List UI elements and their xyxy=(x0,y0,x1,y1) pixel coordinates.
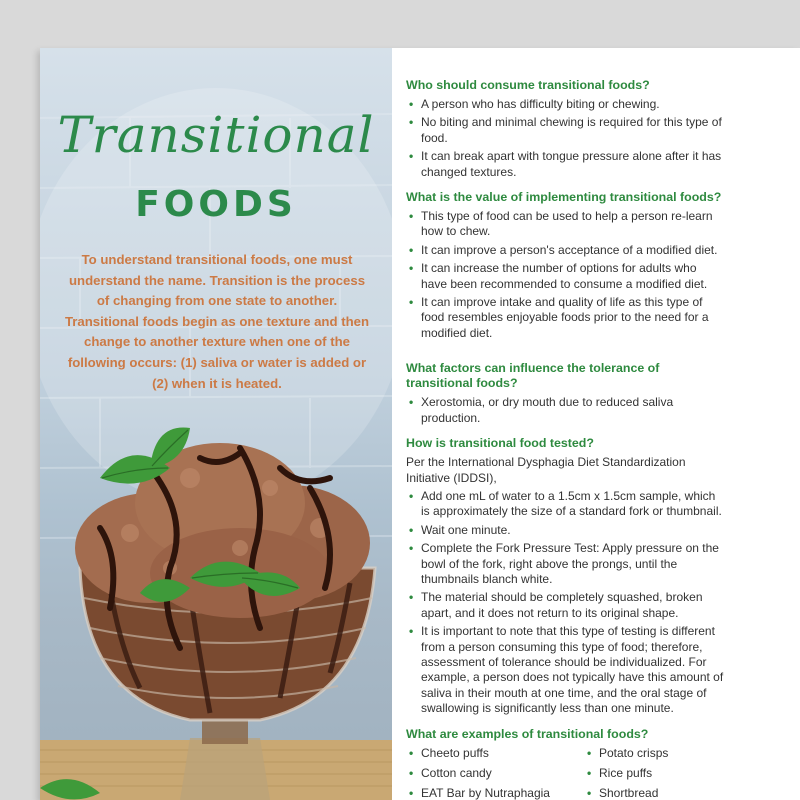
examples-list-2 xyxy=(584,746,668,800)
list-item: • Xerostomia, or dry mouth due to reduced saliva production. xyxy=(409,395,674,425)
title-block: FOODS xyxy=(135,184,297,225)
bullet-icon: • xyxy=(409,209,414,224)
bullet-icon: • xyxy=(409,541,414,556)
section-heading: What factors can influence the tolerance of transitional foods? xyxy=(406,361,660,391)
list-item: • EAT Bar by Nutraphagia xyxy=(409,785,550,800)
bullet-icon: • xyxy=(409,488,414,503)
list-item: • It is important to note that this type of testing is different from a person consuming this type of food; therefore, assessment of tolerance should be individualized. For example, a person does not typically have this amount of saliva in their mouth at one time, and the oral stage of swallowing is significantly less than one minute. xyxy=(409,624,724,716)
bullet-icon: • xyxy=(587,785,592,800)
bullet-icon: • xyxy=(409,522,414,537)
section-heading: How is transitional food tested? xyxy=(406,436,594,451)
examples-list-1 xyxy=(406,746,584,800)
list-item: • Wait one minute. xyxy=(409,522,511,537)
list-item: • It can improve a person's acceptance of a modified diet. xyxy=(409,242,718,257)
bullet-icon: • xyxy=(409,242,414,257)
list-item: • It can increase the number of options for adults who have been recommended to consume a modified diet. xyxy=(409,261,708,291)
list-item: • Cheeto puffs xyxy=(409,745,489,760)
bullet-list xyxy=(406,97,724,180)
bullet-icon: • xyxy=(409,785,414,800)
list-item: • The material should be completely squashed, broken apart, and it does not return to its original shape. xyxy=(409,590,703,620)
list-item: • Shortbread xyxy=(587,785,659,800)
bullet-list xyxy=(406,489,724,717)
section-examples xyxy=(406,727,724,800)
bullet-list xyxy=(406,395,724,426)
bullet-icon: • xyxy=(409,624,414,639)
bullet-icon: • xyxy=(409,395,414,410)
section-heading: What are examples of transitional foods? xyxy=(406,726,649,741)
list-item: • A person who has difficulty biting or chewing. xyxy=(409,97,660,111)
list-item: • Complete the Fork Pressure Test: Apply pressure on the bowl of the fork, right above the prongs, until the thumbnails blanch white. xyxy=(409,541,719,586)
bullet-icon: • xyxy=(409,590,414,605)
handout-sheet xyxy=(40,48,800,800)
bullet-icon: • xyxy=(409,115,414,130)
list-item: • This type of food can be used to help a person re-learn how to chew. xyxy=(409,209,713,239)
list-item: • No biting and minimal chewing is required for this type of food. xyxy=(409,115,722,145)
list-item: • Rice puffs xyxy=(587,765,653,780)
list-item: • Add one mL of water to a 1.5cm x 1.5cm sample, which is approximately the size of a standard fork or thumbnail. xyxy=(409,488,722,519)
section-heading: Who should consume transitional foods? xyxy=(406,78,650,92)
bullet-icon: • xyxy=(409,295,414,310)
section-testing xyxy=(406,436,724,717)
bullet-icon: • xyxy=(409,261,414,276)
section-who xyxy=(406,78,724,180)
bullet-icon: • xyxy=(587,745,592,760)
bullet-list xyxy=(406,209,724,341)
title-script: Transitional xyxy=(57,106,375,164)
intro-paragraph: To understand transitional foods, one must understand the name. Transition is the process of changing from one state to another. Transitional foods begin as one texture and then change to another texture when one of the following occurs: (1) saliva or water is added or (2) when it is heated. xyxy=(64,252,370,391)
section-value xyxy=(406,190,724,341)
list-item: • It can improve intake and quality of life as this type of food resembles enjoyable foods prior to the need for a modified diet. xyxy=(409,295,709,340)
bullet-icon: • xyxy=(409,149,414,164)
bullet-icon: • xyxy=(409,745,414,760)
examples-columns xyxy=(406,746,724,800)
list-item: • It can break apart with tongue pressure alone after it has changed textures. xyxy=(409,149,722,179)
section-factors xyxy=(406,361,724,426)
content-column xyxy=(406,78,724,800)
list-item: • Cotton candy xyxy=(409,765,492,780)
section-intro: Per the International Dysphagia Diet Standardization Initiative (IDDSI), xyxy=(406,455,686,485)
list-item: • Potato crisps xyxy=(587,745,669,760)
section-heading: What is the value of implementing transitional foods? xyxy=(406,190,722,205)
bullet-icon: • xyxy=(409,765,414,780)
bullet-icon: • xyxy=(409,97,414,111)
photo-panel xyxy=(40,48,392,800)
bullet-icon: • xyxy=(587,765,592,780)
